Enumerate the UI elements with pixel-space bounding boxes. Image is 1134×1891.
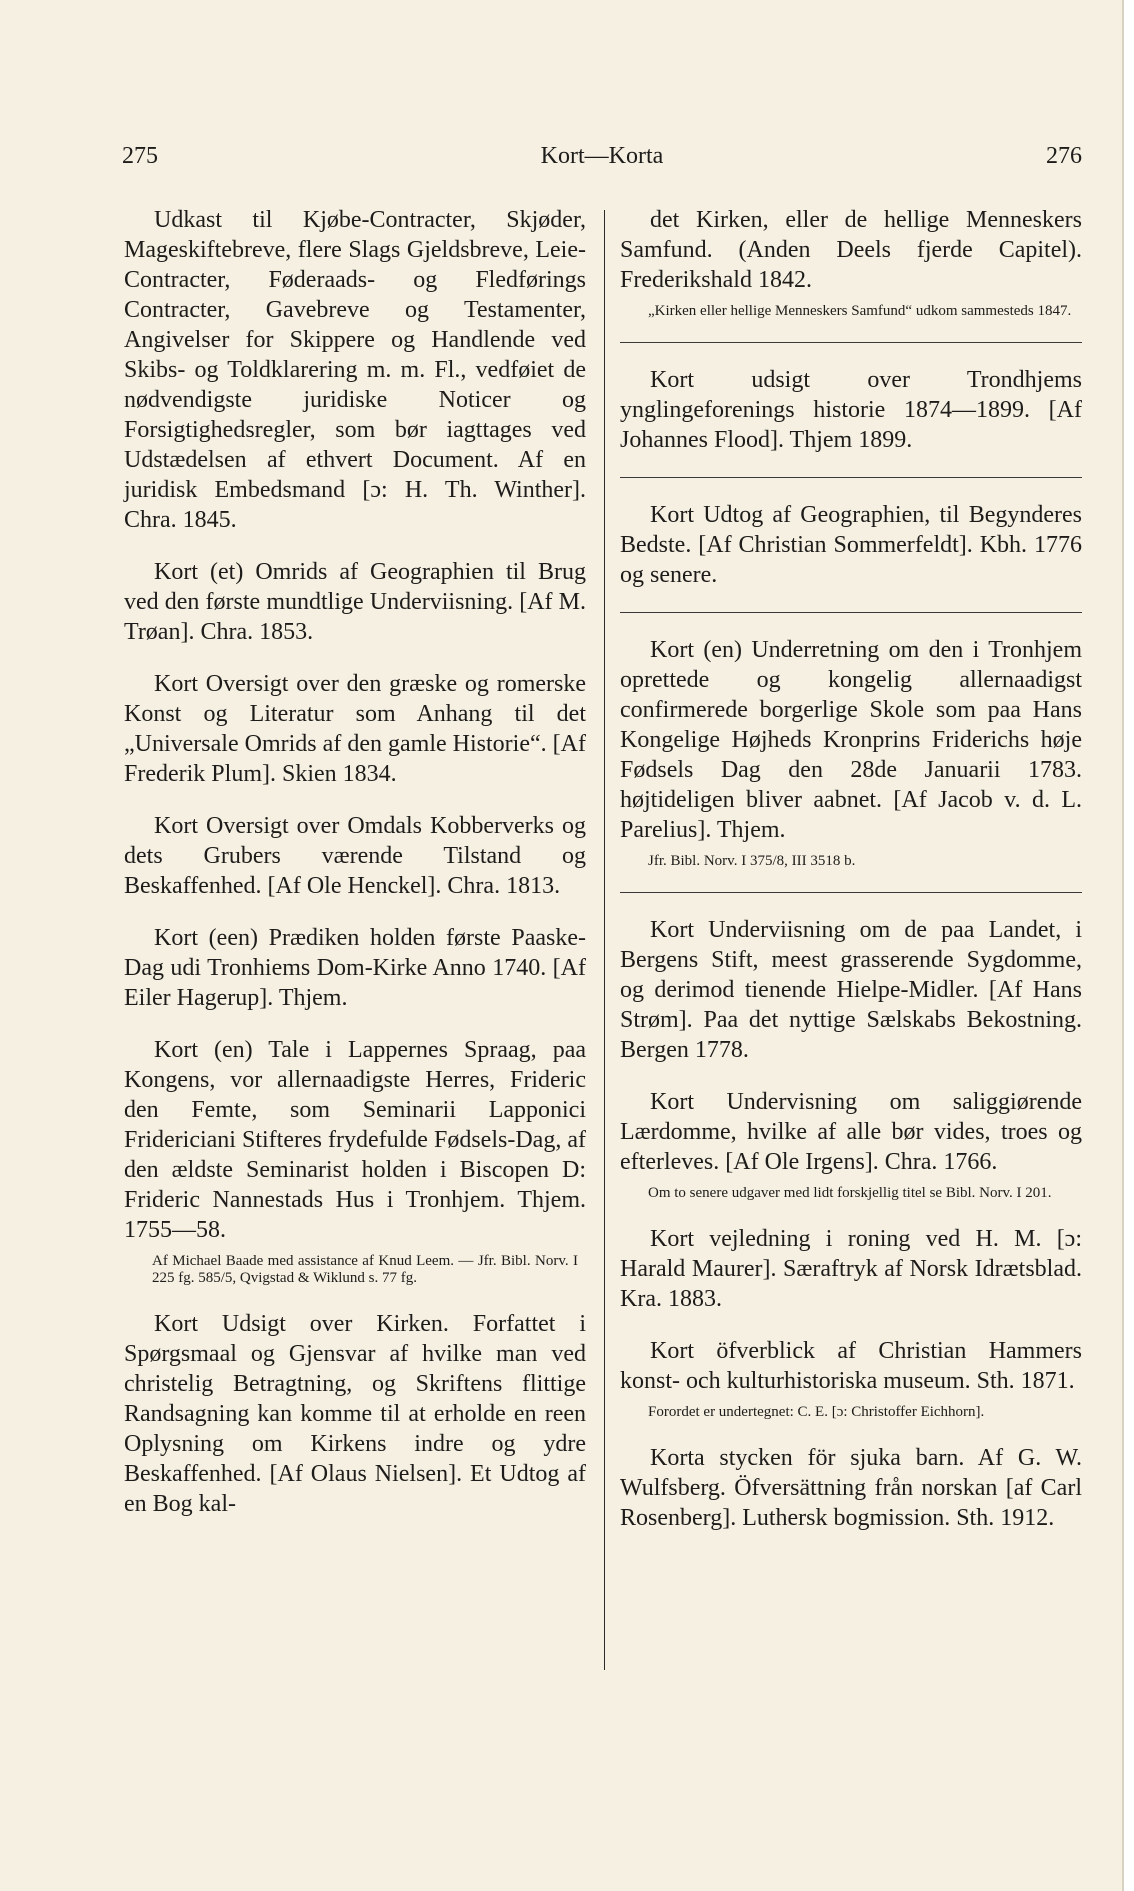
entry-separator (620, 612, 1082, 613)
running-title: Kort—Korta (540, 143, 664, 169)
catalog-entry: Kort (et) Omrids af Geographien til Brug ved den første mundtlige Underviisning. [Af M. Trøan]. Chra. 1853. (124, 559, 586, 645)
right-column (620, 205, 1082, 1555)
bibliographic-note: Af Michael Baade med assistance af Knud Leem. — Jfr. Bibl. Norv. I 225 fg. 585/5, Qvigstad & Wiklund s. 77 fg. (152, 1253, 578, 1286)
catalog-entry: Kort Udtog af Geographien, til Begynderes Bedste. [Af Christian Sommerfeldt]. Kbh. 1776 og senere. (620, 502, 1082, 588)
entry-separator (620, 892, 1082, 893)
page-number-right: 276 (1046, 143, 1082, 169)
catalog-entry: Kort (en) Underretning om den i Tronhjem oprettede og kongelig allernaadigst confirmerede borgerlige Skole som paa Hans Kongelige Højheds Kronprins Friderichs høje Fødsels Dag den 28de Januarii 1783. højtideligen bliver aabnet. [Af Jacob v. d. L. Parelius]. Thjem. (620, 637, 1082, 843)
catalog-entry: Korta stycken för sjuka barn. Af G. W. Wulfsberg. Öfversättning från norskan [af Carl Rosenberg]. Luthersk bogmission. Sth. 1912. (620, 1445, 1082, 1531)
bibliographic-note: „Kirken eller hellige Menneskers Samfund“ udkom sammesteds 1847. (648, 303, 1072, 319)
column-divider (604, 210, 605, 1670)
catalog-entry: Kort öfverblick af Christian Hammers konst- och kulturhistoriska museum. Sth. 1871. (620, 1338, 1082, 1394)
catalog-entry: Kort Underviisning om de paa Landet, i Bergens Stift, meest grasserende Sygdomme, og derimod tienende Hielpe-Midler. [Af Hans Strøm]. Paa det nyttige Sælskabs Bekostning. Bergen 1778. (620, 917, 1082, 1063)
bibliographic-note: Jfr. Bibl. Norv. I 375/8, III 3518 b. (648, 853, 856, 869)
catalog-entry: Kort Oversigt over Omdals Kobberverks og dets Grubers værende Tilstand og Beskaffenhed. [Af Ole Henckel]. Chra. 1813. (124, 813, 586, 899)
catalog-entry: Kort (een) Prædiken holden første Paaske-Dag udi Tronhiems Dom-Kirke Anno 1740. [Af Eiler Hagerup]. Thjem. (124, 925, 586, 1011)
catalog-entry: Kort Udsigt over Kirken. Forfattet i Spørgsmaal og Gjensvar af hvilke man ved christelig Betragtning, og Skriftens flittige Randsagning kan komme til at erholde en reen Oplysning om Kirkens indre og ydre Beskaffenhed. [Af Olaus Nielsen]. Et Udtog af en Bog kal- (124, 1311, 586, 1517)
page-number-left: 275 (122, 143, 158, 169)
catalog-entry: Kort (en) Tale i Lappernes Spraag, paa Kongens, vor allernaadigste Herres, Frideric den Femte, som Seminarii Lapponici Fridericiani Stifteres frydefulde Fødsels-Dag, af den ældste Seminarist holden i Biscopen D: Frideric Nannestads Hus i Tronhjem. Thjem. 1755—58. (124, 1037, 586, 1243)
catalog-entry: det Kirken, eller de hellige Menneskers Samfund. (Anden Deels fjerde Capitel). Frederikshald 1842. (620, 207, 1082, 293)
entry-separator (620, 477, 1082, 478)
catalog-entry: Kort Undervisning om saliggiørende Lærdomme, hvilke af alle bør vides, troes og efterleves. [Af Ole Irgens]. Chra. 1766. (620, 1089, 1082, 1175)
entry-separator (620, 342, 1082, 343)
catalog-entry: Udkast til Kjøbe-Contracter, Skjøder, Mageskiftebreve, flere Slags Gjeldsbreve, Leie-Contracter, Føderaads- og Fledførings Contracter, Gavebreve og Testamenter, Angivelser for Skippere og Handlende ved Skibs- og Toldklarering m. m. Fl., vedføiet de nødvendigste juridiske Noticer og Forsigtighedsregler, som bør iagttages ved Udstædelsen af ethvert Document. Af en juridisk Embedsmand [ɔ: H. Th. Winther]. Chra. 1845. (124, 207, 586, 533)
left-column (124, 205, 586, 1541)
catalog-entry: Kort Oversigt over den græske og romerske Konst og Literatur som Anhang til det „Universale Omrids af den gamle Historie“. [Af Frederik Plum]. Skien 1834. (124, 671, 586, 787)
catalog-entry: Kort vejledning i roning ved H. M. [ɔ: Harald Maurer]. Særaftryk af Norsk Idrætsblad. Kra. 1883. (620, 1226, 1082, 1312)
bibliographic-note: Om to senere udgaver med lidt forskjellig titel se Bibl. Norv. I 201. (648, 1185, 1052, 1201)
running-header (122, 143, 1082, 179)
catalog-entry: Kort udsigt over Trondhjems ynglingeforenings historie 1874—1899. [Af Johannes Flood]. Thjem 1899. (620, 367, 1082, 453)
bibliographic-note: Forordet er undertegnet: C. E. [ɔ: Christoffer Eichhorn]. (648, 1404, 985, 1420)
